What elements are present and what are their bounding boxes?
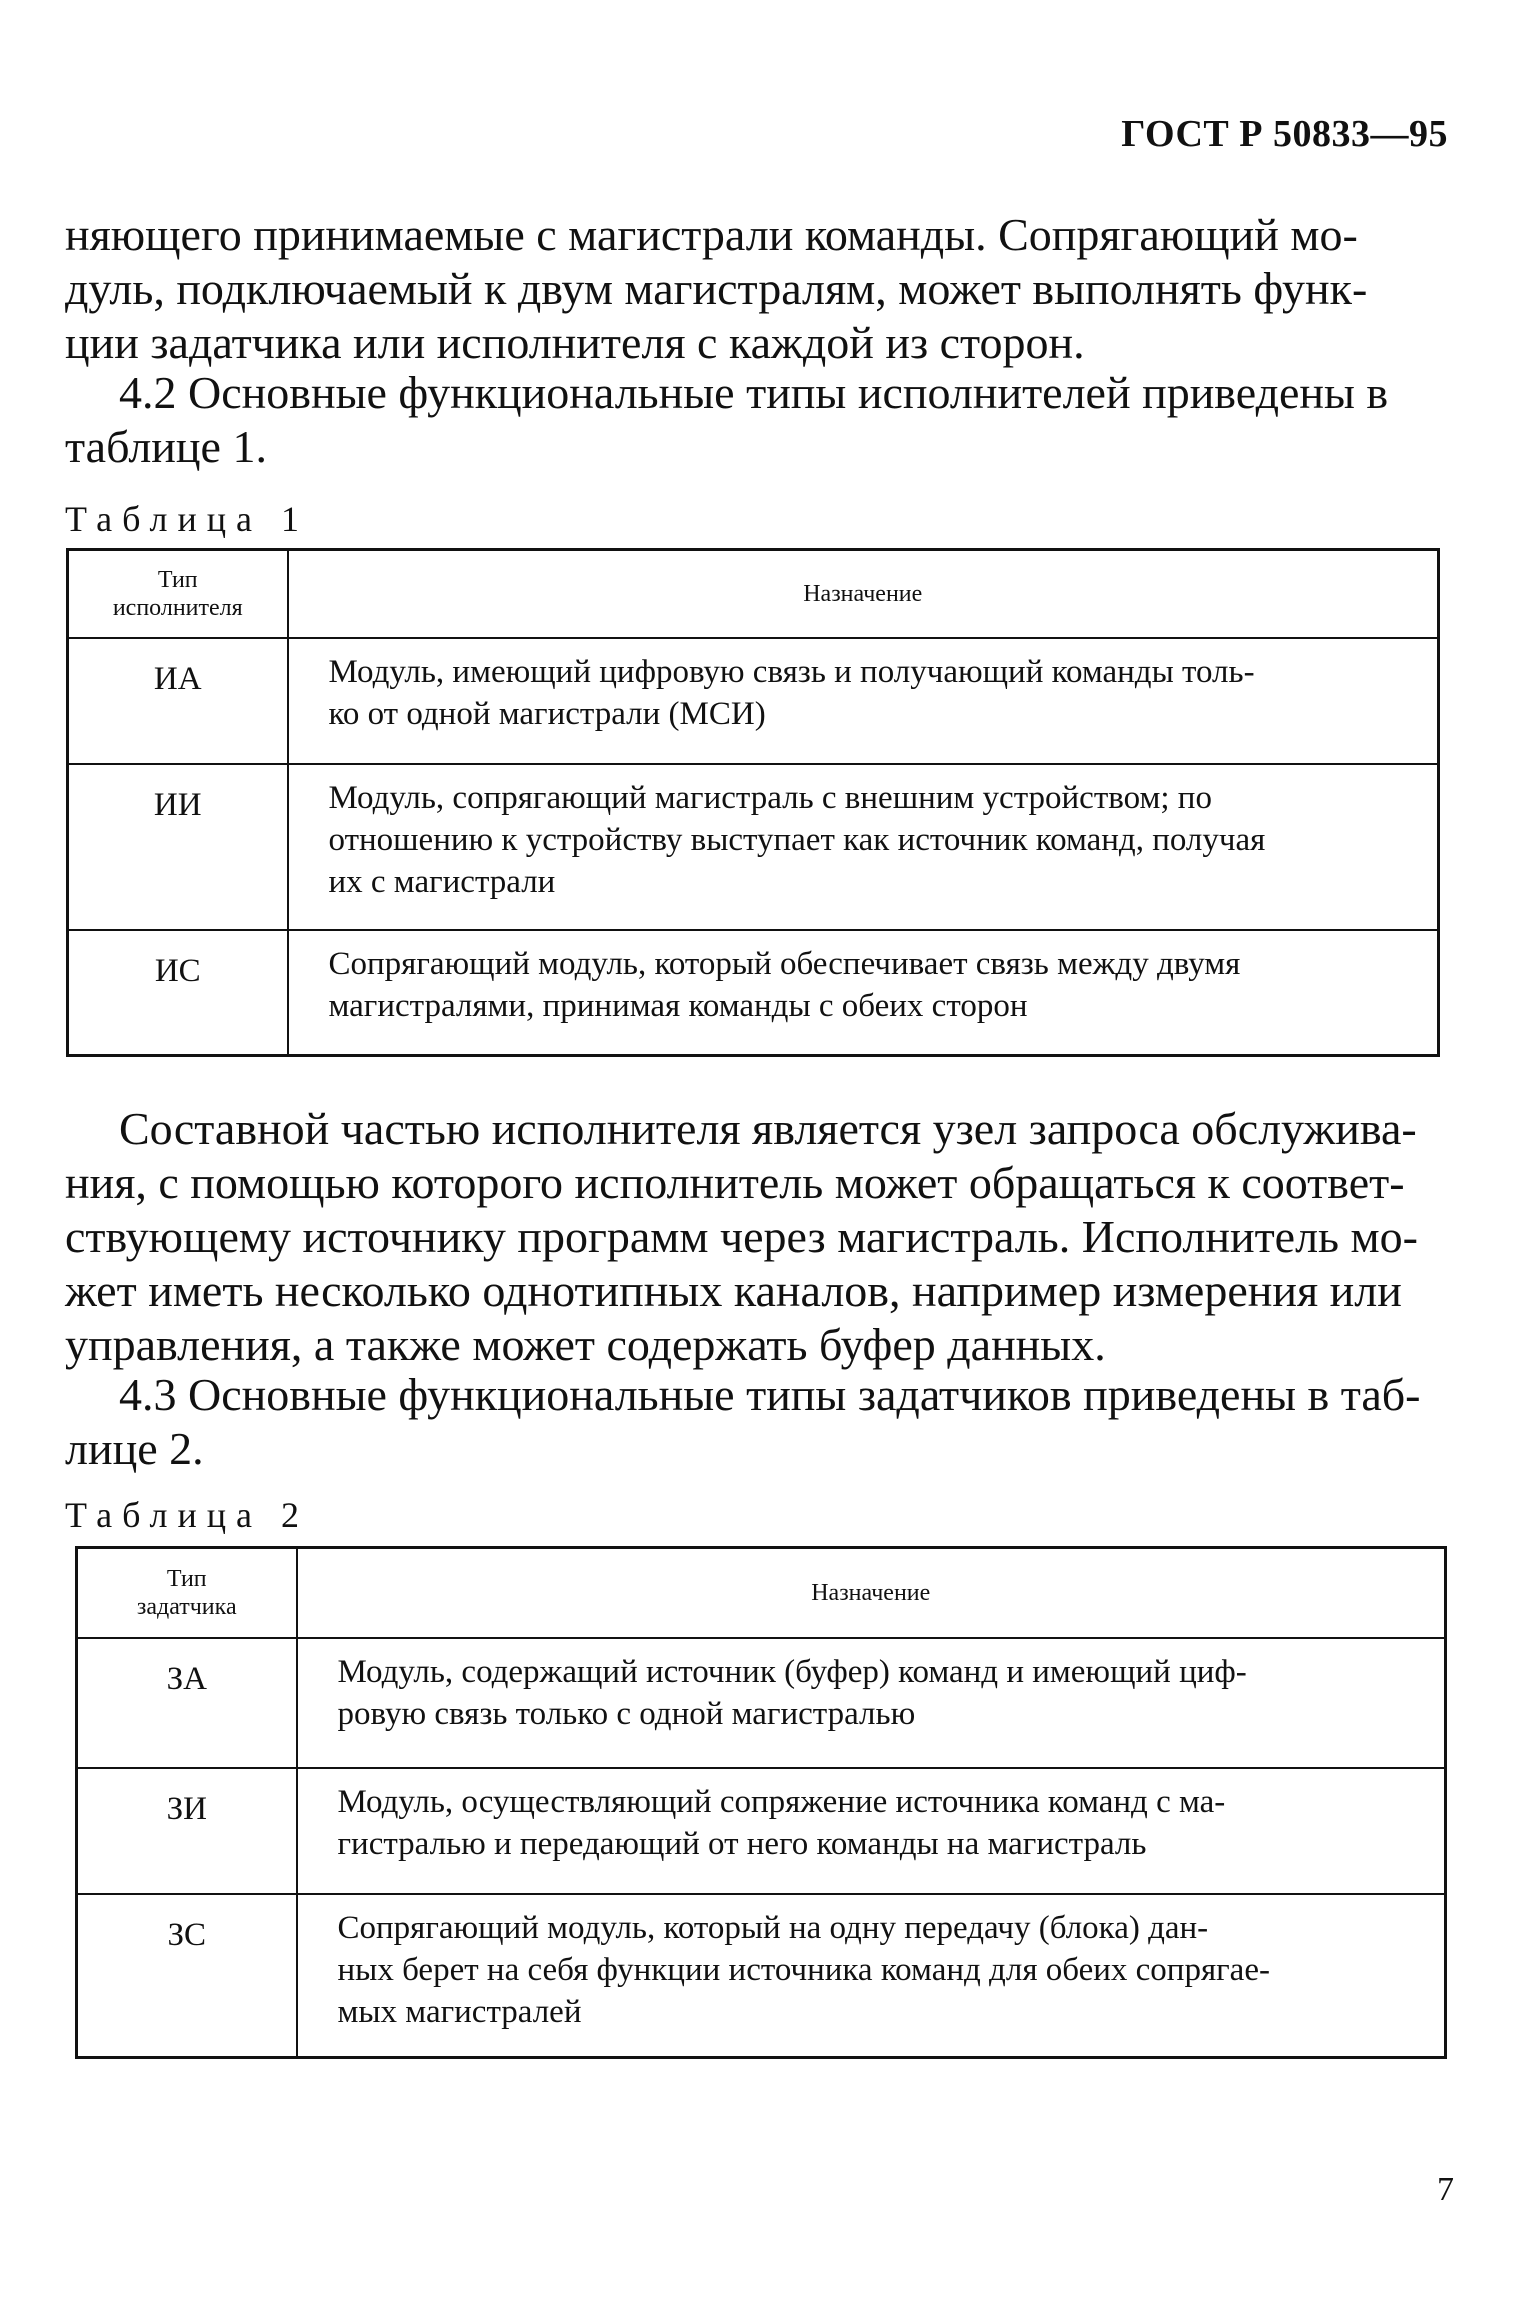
- text-line: Составной частью исполнителя является узел запроса обслужива-: [119, 1103, 1417, 1154]
- header-line: Тип: [166, 1565, 207, 1592]
- table-1: [66, 548, 1440, 1057]
- purpose-cell: [288, 764, 1439, 930]
- executor-type-cell: ИС: [68, 930, 288, 1056]
- cell-line: Модуль, имеющий цифровую связь и получающий команды толь-: [328, 653, 1255, 690]
- text-line: жет иметь несколько однотипных каналов, например измерения или: [65, 1265, 1402, 1316]
- page-number: 7: [1437, 2171, 1454, 2208]
- text-line: лице 2.: [65, 1423, 204, 1474]
- purpose-cell: [288, 638, 1439, 764]
- cell-line: Модуль, сопрягающий магистраль с внешним устройством; по: [328, 779, 1212, 816]
- standard-header: ГОСТ Р 50833—95: [1121, 113, 1448, 155]
- cell-line: отношению к устройству выступает как источник команд, получая: [328, 821, 1266, 858]
- paragraph-continuation: [65, 208, 1445, 370]
- column-header-type: [68, 550, 288, 638]
- text-line: 4.3 Основные функциональные типы задатчиков приведены в таб-: [119, 1369, 1421, 1420]
- table-header-row: [77, 1548, 1446, 1638]
- purpose-cell: [288, 930, 1439, 1056]
- master-type-cell: ЗС: [77, 1894, 297, 2058]
- table-2-caption: Таблица 2: [65, 1495, 309, 1535]
- cell-line: Сопрягающий модуль, который обеспечивает связь между двумя: [328, 945, 1241, 982]
- table-row: [77, 1638, 1446, 1768]
- text-line: таблице 1.: [65, 421, 267, 472]
- column-header-purpose: Назначение: [288, 550, 1439, 638]
- header-line: Тип: [157, 566, 198, 593]
- cell-line: гистралью и передающий от него команды на магистраль: [337, 1825, 1147, 1862]
- table-row: [77, 1768, 1446, 1894]
- text-line: няющего принимаемые с магистрали команды. Сопрягающий мо-: [65, 209, 1358, 260]
- table-header-row: [68, 550, 1439, 638]
- cell-line: мых магистралей: [337, 1993, 582, 2030]
- text-line: управления, а также может содержать буфер данных.: [65, 1319, 1106, 1370]
- cell-line: ко от одной магистрали (МСИ): [328, 695, 766, 732]
- master-type-cell: ЗА: [77, 1638, 297, 1768]
- header-line: задатчика: [136, 1593, 237, 1620]
- executor-type-cell: ИИ: [68, 764, 288, 930]
- table-2: [75, 1546, 1447, 2059]
- text-line: дуль, подключаемый к двум магистралям, может выполнять функ-: [65, 263, 1368, 314]
- table-row: [68, 930, 1439, 1056]
- header-line: исполнителя: [112, 594, 243, 621]
- table-row: [68, 764, 1439, 930]
- text-line: ции задатчика или исполнителя с каждой из сторон.: [65, 317, 1085, 368]
- paragraph-executor-description: [65, 1102, 1445, 1372]
- cell-line: их с магистрали: [328, 863, 556, 900]
- table-1-caption: Таблица 1: [65, 499, 309, 539]
- column-header-type: [77, 1548, 297, 1638]
- cell-line: ных берет на себя функции источника команд для обеих сопрягае-: [337, 1951, 1270, 1988]
- cell-line: Модуль, содержащий источник (буфер) команд и имеющий циф-: [337, 1653, 1247, 1690]
- cell-line: магистралями, принимая команды с обеих сторон: [328, 987, 1028, 1024]
- purpose-cell: [297, 1768, 1446, 1894]
- executor-type-cell: ИА: [68, 638, 288, 764]
- cell-line: Модуль, осуществляющий сопряжение источника команд с ма-: [337, 1783, 1226, 1820]
- paragraph-4-2: [65, 366, 1445, 474]
- text-line: ствующему источнику программ через магистраль. Исполнитель мо-: [65, 1211, 1418, 1262]
- purpose-cell: [297, 1638, 1446, 1768]
- table-row: [77, 1894, 1446, 2058]
- cell-line: Сопрягающий модуль, который на одну передачу (блока) дан-: [337, 1909, 1209, 1946]
- text-line: 4.2 Основные функциональные типы исполнителей приведены в: [119, 367, 1389, 418]
- master-type-cell: ЗИ: [77, 1768, 297, 1894]
- purpose-cell: [297, 1894, 1446, 2058]
- cell-line: ровую связь только с одной магистралью: [337, 1695, 916, 1732]
- table-row: [68, 638, 1439, 764]
- text-line: ния, с помощью которого исполнитель может обращаться к соответ-: [65, 1157, 1405, 1208]
- column-header-purpose: Назначение: [297, 1548, 1446, 1638]
- paragraph-4-3: [65, 1368, 1445, 1476]
